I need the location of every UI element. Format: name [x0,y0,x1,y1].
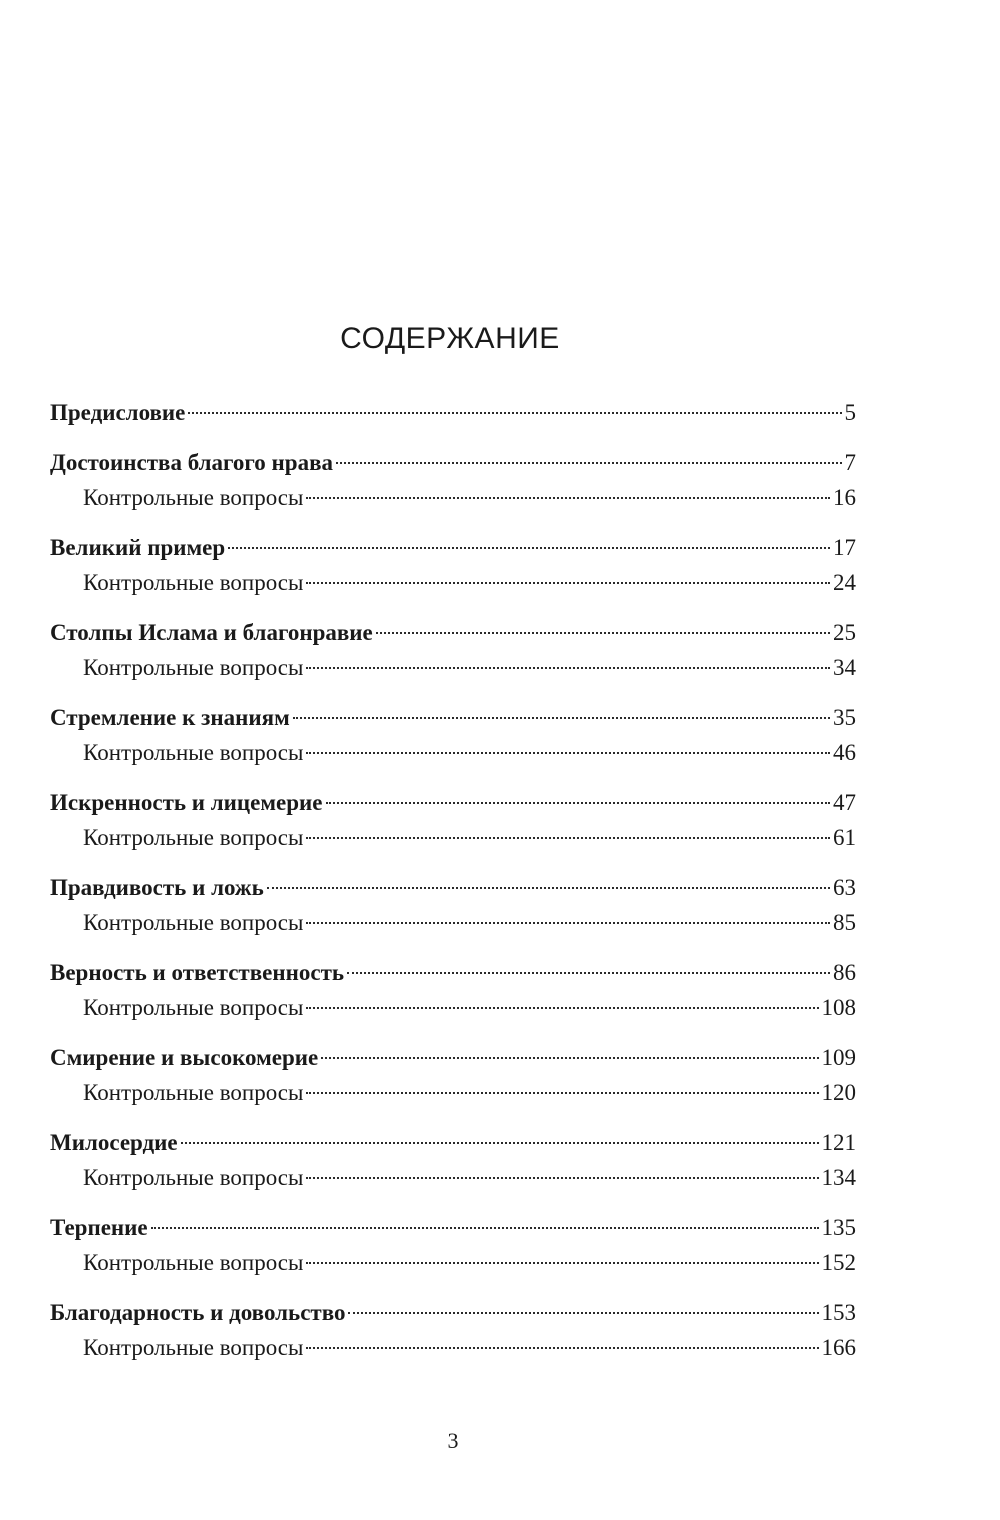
dot-leader [348,1312,818,1314]
toc-section [50,1295,856,1365]
dot-leader [267,887,830,889]
table-of-contents [50,395,856,1380]
dot-leader [306,752,830,754]
page-ref: 7 [844,450,856,475]
toc-subentry[interactable] [50,1160,856,1195]
toc-section [50,700,856,770]
toc-chapter-entry[interactable] [50,530,856,565]
page-ref: 5 [844,400,856,425]
subentry-title: Контрольные вопросы [83,825,304,850]
toc-chapter-entry[interactable] [50,870,856,905]
dot-leader [306,1262,818,1264]
dot-leader [326,802,830,804]
toc-chapter-entry[interactable] [50,1210,856,1245]
dot-leader [347,972,830,974]
subentry-title: Контрольные вопросы [83,910,304,935]
dot-leader [306,497,830,499]
toc-section [50,785,856,855]
toc-section [50,445,856,515]
chapter-title: Достоинства благого нрава [50,450,333,475]
dot-leader [306,1347,818,1349]
toc-section [50,615,856,685]
subentry-title: Контрольные вопросы [83,485,304,510]
page-ref: 63 [833,875,856,900]
dot-leader [306,1177,818,1179]
chapter-title: Правдивость и ложь [50,875,264,900]
toc-chapter-entry[interactable] [50,1125,856,1160]
toc-chapter-entry[interactable] [50,955,856,990]
page-ref: 135 [821,1215,856,1240]
toc-subentry[interactable] [50,480,856,515]
dot-leader [188,412,841,414]
toc-subentry[interactable] [50,905,856,940]
chapter-title: Благодарность и довольство [50,1300,346,1325]
toc-section [50,530,856,600]
dot-leader [228,547,830,549]
toc-chapter-entry[interactable] [50,615,856,650]
subentry-title: Контрольные вопросы [83,655,304,680]
page-ref: 134 [821,1165,856,1190]
page-ref: 121 [821,1130,856,1155]
chapter-title: Смирение и высокомерие [50,1045,319,1070]
page-ref: 166 [821,1335,856,1360]
toc-chapter-entry[interactable] [50,1040,856,1075]
toc-subentry[interactable] [50,565,856,600]
dot-leader [306,1092,818,1094]
toc-section [50,395,856,430]
toc-subentry[interactable] [50,1330,856,1365]
dot-leader [306,922,830,924]
subentry-title: Контрольные вопросы [83,995,304,1020]
subentry-title: Контрольные вопросы [83,740,304,765]
dot-leader [306,837,830,839]
toc-chapter-entry[interactable] [50,785,856,820]
page-ref: 47 [833,790,856,815]
dot-leader [306,1007,818,1009]
toc-subentry[interactable] [50,650,856,685]
chapter-title: Верность и ответственность [50,960,345,985]
page-ref: 46 [833,740,856,765]
chapter-title: Стремление к знаниям [50,705,290,730]
chapter-title: Милосердие [50,1130,178,1155]
dot-leader [321,1057,818,1059]
page-ref: 34 [833,655,856,680]
subentry-title: Контрольные вопросы [83,570,304,595]
page-ref: 108 [821,995,856,1020]
page-ref: 120 [821,1080,856,1105]
page-ref: 25 [833,620,856,645]
dot-leader [306,667,830,669]
toc-chapter-entry[interactable] [50,1295,856,1330]
toc-section [50,870,856,940]
chapter-title: Искренность и лицемерие [50,790,323,815]
chapter-title: Терпение [50,1215,148,1240]
page-ref: 24 [833,570,856,595]
page-ref: 16 [833,485,856,510]
toc-chapter-entry[interactable] [50,700,856,735]
toc-subentry[interactable] [50,820,856,855]
page-ref: 109 [821,1045,856,1070]
dot-leader [293,717,830,719]
dot-leader [336,462,842,464]
page-ref: 17 [833,535,856,560]
toc-section [50,955,856,1025]
page-ref: 153 [821,1300,856,1325]
subentry-title: Контрольные вопросы [83,1080,304,1105]
dot-leader [306,582,830,584]
page-ref: 85 [833,910,856,935]
chapter-title: Предисловие [50,400,186,425]
subentry-title: Контрольные вопросы [83,1250,304,1275]
page-ref: 152 [821,1250,856,1275]
subentry-title: Контрольные вопросы [83,1335,304,1360]
toc-subentry[interactable] [50,1075,856,1110]
toc-chapter-entry[interactable] [50,445,856,480]
toc-subentry[interactable] [50,990,856,1025]
subentry-title: Контрольные вопросы [83,1165,304,1190]
toc-chapter-entry[interactable] [50,395,856,430]
toc-section [50,1210,856,1280]
chapter-title: Великий пример [50,535,226,560]
page-ref: 35 [833,705,856,730]
page-ref: 86 [833,960,856,985]
toc-section [50,1040,856,1110]
dot-leader [151,1227,819,1229]
toc-subentry[interactable] [50,735,856,770]
page-title: СОДЕРЖАНИЕ [340,322,560,355]
page-number: 3 [447,1428,459,1453]
toc-section [50,1125,856,1195]
chapter-title: Столпы Ислама и благонравие [50,620,373,645]
toc-subentry[interactable] [50,1245,856,1280]
dot-leader [376,632,830,634]
dot-leader [181,1142,819,1144]
page-ref: 61 [833,825,856,850]
